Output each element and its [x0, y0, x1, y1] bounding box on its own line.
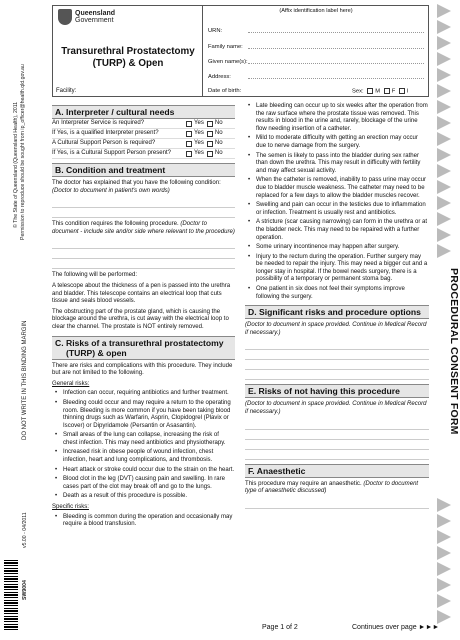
left-column	[52, 101, 235, 529]
list-item: • Small areas of the lung can collapse, increasing the risk of chest infection. This may need antibiotics and physiotherapy.	[52, 432, 235, 447]
affix-label-hint: (Affix identification label here)	[279, 8, 353, 14]
question-text: A Cultural Support Person is required?	[52, 139, 156, 146]
given-names-field[interactable]	[248, 63, 424, 64]
sex-m-label: M	[375, 88, 381, 95]
arrow-icon	[437, 20, 451, 34]
arrow-icon	[437, 148, 451, 162]
no-label: No	[214, 129, 223, 136]
binding-margin	[0, 0, 44, 640]
arrow-icon	[437, 196, 451, 210]
condition-intro: The doctor has explained that you have the following condition:	[52, 180, 221, 186]
question-row	[52, 149, 235, 159]
section-d-heading: D. Significant risks and procedure options	[245, 305, 429, 319]
given-names-label: Given name(s):	[208, 59, 248, 65]
form-header	[52, 5, 429, 97]
question-text: If Yes, is a Cultural Support Person present?	[52, 149, 171, 156]
arrow-icon	[437, 498, 451, 512]
arrow-icon	[437, 4, 451, 18]
list-item: • Infection can occur, requiring antibiotics and further treatment.	[52, 390, 235, 398]
procedure-text	[52, 221, 235, 236]
side-form-title: PROCEDURAL CONSENT FORM	[448, 268, 460, 435]
section-d-writing-area[interactable]	[245, 340, 429, 380]
condition-writing-area[interactable]	[52, 198, 235, 218]
sex-options	[352, 88, 409, 95]
question-text: If Yes, is a qualified Interpreter present?	[52, 129, 159, 136]
list-item: • Bleeding could occur and may require a return to the operating room. Bleeding is more common if you have been taking blood thinning drugs such as Warfarin, Asprin, Clopidogrel (Plavix or Iscover) or Dipyridamole (Persantin or Asasantin).	[52, 400, 235, 430]
arrow-icon	[437, 610, 451, 624]
document-title	[53, 46, 203, 69]
arrow-icon	[437, 244, 451, 258]
sex-label: Sex:	[352, 88, 364, 95]
facility-label: Facility:	[56, 88, 77, 94]
arrow-icon	[437, 546, 451, 560]
list-item: • Increased risk in obese people of wound infection, chest infection, heart and lung complications, and thrombosis.	[52, 449, 235, 464]
logo-line1: Queensland	[75, 9, 116, 17]
specific-risks-list-continued	[245, 103, 429, 301]
specific-risks-list	[52, 514, 235, 529]
question-row	[52, 119, 235, 129]
procedure-description-2: The obstructing part of the prostate gland, which is causing the blockage around the urethra, is cut away with the electrical loop to clear the channel. The prostate is NOT entirely removed.	[52, 308, 229, 330]
yes-label: Yes	[194, 149, 204, 156]
family-name-label: Family name:	[208, 44, 243, 50]
yes-checkbox[interactable]	[186, 141, 192, 147]
sex-i-checkbox[interactable]	[399, 88, 405, 94]
page-number: Page 1 of 2	[262, 624, 298, 631]
yes-label: Yes	[194, 129, 204, 136]
anaesthetic-intro: This procedure may require an anaesthetic.	[245, 480, 362, 487]
form-code: SW9004	[22, 580, 28, 600]
yes-checkbox[interactable]	[186, 131, 192, 137]
sex-f-checkbox[interactable]	[384, 88, 390, 94]
procedure-description-1: A telescope about the thickness of a pen is passed into the urethra and bladder. This telescope contains an electrical loop that cuts tissue and seals blood vessels.	[52, 282, 231, 305]
list-item: • Late bleeding can occur up to six weeks after the operation from the raw surface where the prostate tissue was removed. This results in blood in the urine and, rarely, blockage of the urine flow needing insertion of a catheter.	[245, 103, 429, 133]
no-checkbox[interactable]	[207, 141, 213, 147]
arrow-icon	[437, 132, 451, 146]
section-d-note: (Doctor to document in space provided. Continue in Medical Record if necessary.)	[245, 322, 427, 336]
yes-checkbox[interactable]	[186, 121, 192, 127]
list-item: • Bleeding is common during the operation and occasionally may require a blood transfusion.	[52, 514, 235, 529]
continues-over-page: Continues over page ►►►	[352, 624, 440, 631]
arrow-icon	[437, 562, 451, 576]
address-field[interactable]	[248, 78, 424, 79]
arrow-icon	[437, 116, 451, 130]
title-line2: (TURP) & Open	[92, 57, 164, 69]
list-item: • Blood clot in the leg (DVT) causing pain and swelling. In rare cases part of the clot may break off and go to the lungs.	[52, 476, 235, 491]
qld-logo	[58, 9, 115, 25]
section-c-heading-line1: C. Risks of a transurethral prostatectomy	[55, 337, 224, 348]
question-row	[52, 139, 235, 149]
arrow-icon	[437, 68, 451, 82]
performed-intro: The following will be performed:	[52, 272, 138, 279]
question-row	[52, 129, 235, 139]
sex-f-label: F	[391, 88, 396, 95]
dob-label: Date of birth:	[208, 88, 242, 94]
section-f-heading: F. Anaesthetic	[245, 464, 429, 478]
list-item: • One patient in six does not feel their symptoms improve following the surgery.	[245, 286, 429, 301]
section-e-heading: E. Risks of not having this procedure	[245, 384, 429, 398]
general-risks-label: General risks:	[52, 380, 90, 387]
no-label: No	[214, 119, 223, 126]
section-c-heading-line2: (TURP) & open	[66, 347, 127, 358]
urn-label: URN:	[208, 28, 223, 34]
permission-notice: Permission to reproduce should be sought from ip_officer@health.qld.gov.au	[20, 64, 26, 240]
anaesthetic-note: (Doctor to document type of anaesthetic discussed)	[245, 480, 419, 495]
arrow-icon	[437, 228, 451, 242]
arrow-icon	[437, 52, 451, 66]
no-label: No	[214, 149, 223, 156]
yes-label: Yes	[194, 139, 204, 146]
arrow-icon	[437, 36, 451, 50]
section-e-writing-area[interactable]	[245, 420, 429, 460]
arrow-icon	[437, 180, 451, 194]
general-risks-list	[52, 390, 235, 501]
anaesthetic-writing-area[interactable]	[245, 499, 429, 509]
condition-note: (Doctor to document in patient's own words)	[52, 187, 170, 194]
sex-m-checkbox[interactable]	[367, 88, 373, 94]
section-c-heading	[52, 336, 235, 360]
procedure-intro: This condition requires the following procedure.	[52, 221, 179, 228]
procedure-note: (Doctor to document - include site and/or side where relevant to the procedure)	[52, 221, 235, 235]
list-item: • Swelling and pain can occur in the testicles due to inflammation or infection. Treatment is usually rest and antibiotics.	[245, 202, 429, 217]
question-text: An Interpreter Service is required?	[52, 119, 145, 126]
section-b-heading: B. Condition and treatment	[52, 163, 235, 177]
copyright-notice: © The State of Queensland (Queensland Health), 2011	[13, 101, 19, 228]
family-name-field[interactable]	[248, 48, 424, 49]
list-item: • Some urinary incontinence may happen after surgery.	[245, 244, 429, 252]
patient-label-area[interactable]	[204, 6, 428, 96]
arrow-icon	[437, 594, 451, 608]
list-item: • The semen is likely to pass into the bladder during sex rather than down the urethra. This may result in difficulty with fertility and may affect sexual activity.	[245, 153, 429, 176]
arrow-icon	[437, 578, 451, 592]
sex-i-label: I	[406, 88, 409, 95]
specific-risks-label: Specific risks:	[52, 504, 89, 511]
yes-checkbox[interactable]	[186, 151, 192, 157]
arrow-icon	[437, 212, 451, 226]
list-item: • Injury to the rectum during the operation. Further surgery may be needed to repair the injury. This may need a bigger cut and a longer stay in hospital. If the bowel needs surgery, there is a possibility of a temporary or permanent stoma bag.	[245, 254, 429, 284]
header-left	[53, 6, 203, 96]
anaesthetic-text	[245, 481, 429, 496]
logo-line2: Government	[75, 17, 114, 24]
arrow-icon	[437, 164, 451, 178]
risks-intro: There are risks and complications with this procedure. They include but are not limited to the following.	[52, 362, 233, 377]
no-checkbox[interactable]	[207, 121, 213, 127]
title-line1: Transurethral Prostatectomy	[61, 46, 195, 57]
list-item: • A stricture (scar causing narrowing) can form in the urethra or at the bladder neck. This may need to be repaired with a further operation.	[245, 219, 429, 242]
form-version: v5.00 - 04/2011	[22, 512, 28, 548]
yes-label: Yes	[194, 119, 204, 126]
barcode	[4, 560, 18, 632]
urn-field[interactable]	[248, 32, 424, 33]
list-item: • Heart attack or stroke could occur due to the strain on the heart.	[52, 467, 235, 475]
list-item: • When the catheter is removed, inability to pass urine may occur due to bladder muscle weakness. The catheter may need to be replaced for a few days to allow the bladder muscles recover.	[245, 177, 429, 200]
arrow-icon	[437, 100, 451, 114]
no-checkbox[interactable]	[207, 131, 213, 137]
binding-margin-warning: DO NOT WRITE IN THIS BINDING MARGIN	[22, 320, 28, 440]
no-checkbox[interactable]	[207, 151, 213, 157]
right-column	[245, 101, 429, 509]
arrow-icon	[437, 514, 451, 528]
no-label: No	[214, 139, 223, 146]
address-label: Address:	[208, 74, 231, 80]
procedure-writing-area[interactable]	[52, 239, 235, 269]
section-a-heading: A. Interpreter / cultural needs	[52, 105, 235, 119]
condition-text	[52, 180, 235, 195]
crest-icon	[58, 9, 72, 25]
arrow-icon	[437, 84, 451, 98]
list-item: • Death as a result of this procedure is possible.	[52, 493, 235, 501]
list-item: • Mild to moderate difficulty with getting an erection may occur due to nerve damage from the surgery.	[245, 135, 429, 150]
arrow-icon	[437, 530, 451, 544]
section-e-note: (Doctor to document in space provided. Continue in Medical Record if necessary.)	[245, 401, 427, 416]
